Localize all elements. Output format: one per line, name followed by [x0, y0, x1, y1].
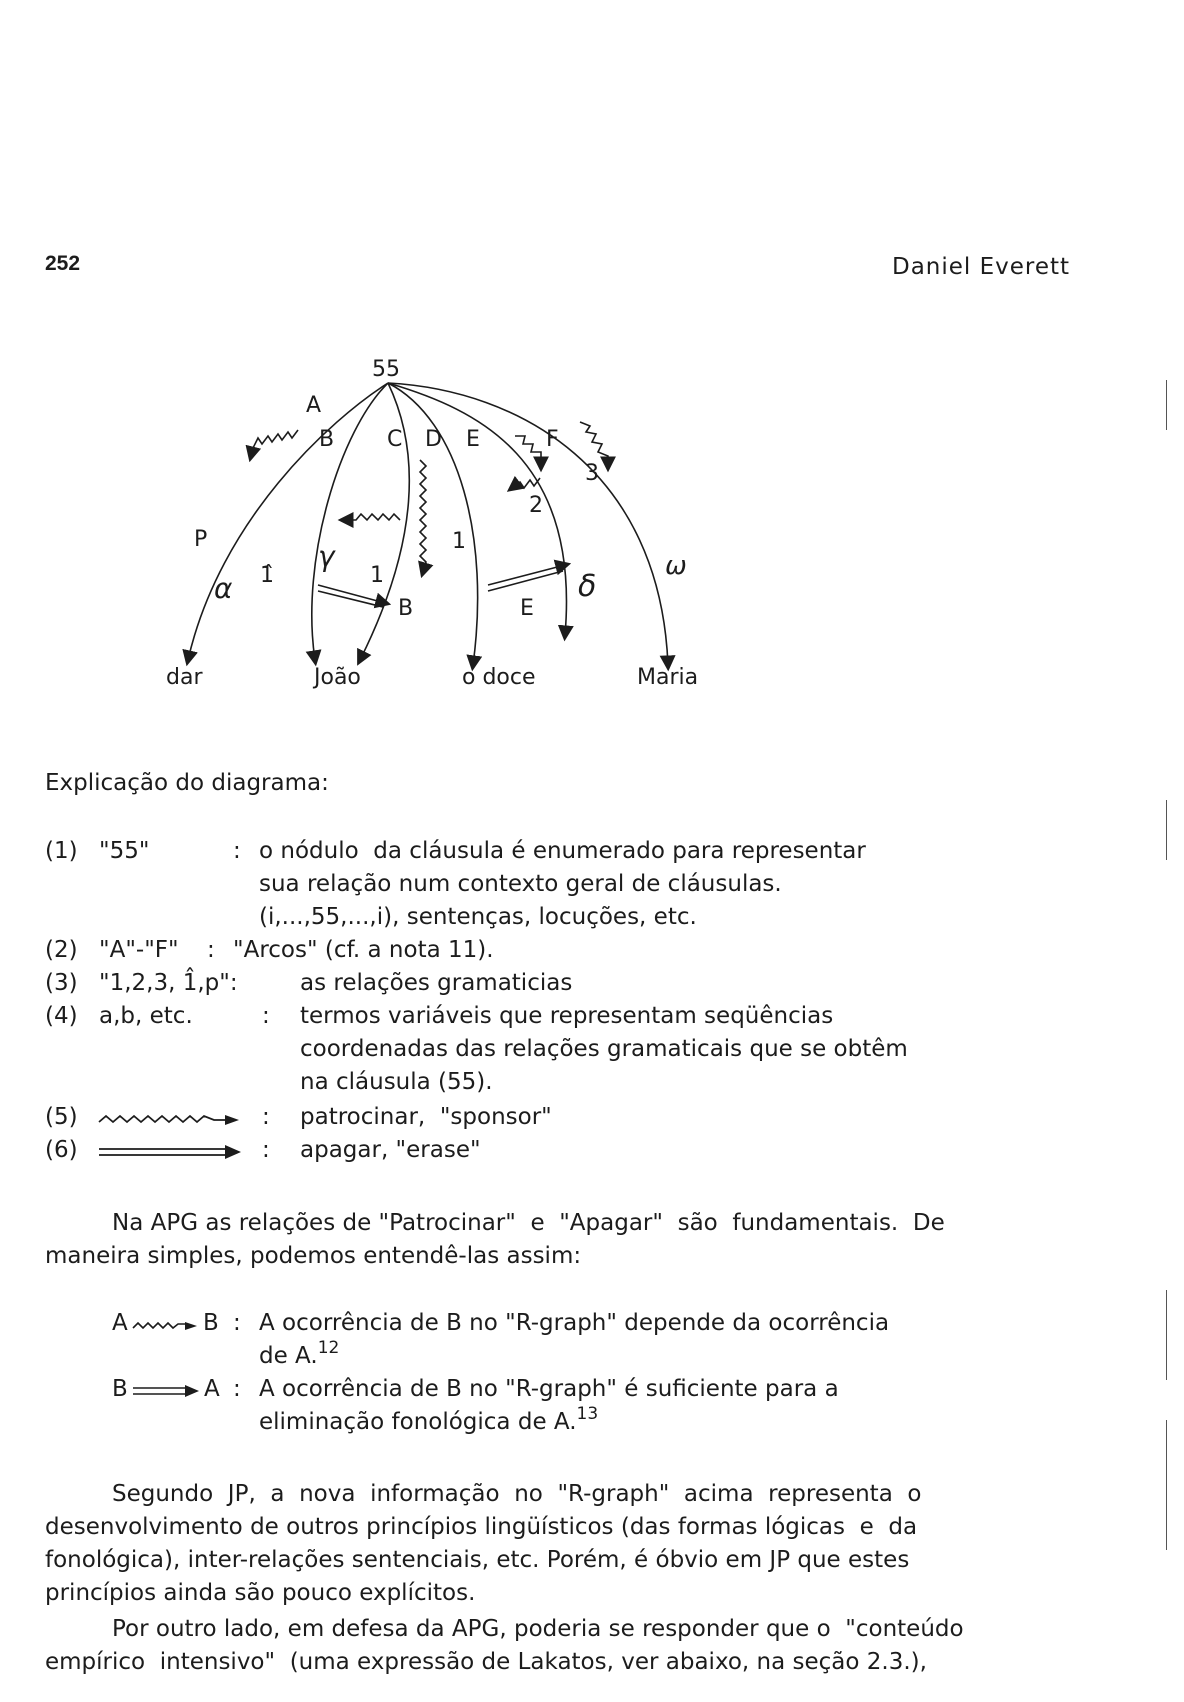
arc-label-C: C [387, 427, 403, 452]
item-4-line-1: termos variáveis que representam seqüências [300, 1003, 834, 1029]
def2-erase-arrow [131, 1381, 203, 1401]
relational-graph-diagram [0, 0, 1184, 720]
def2-line-2-text: eliminação fonológica de A. [259, 1409, 577, 1435]
relation-label-B: B [398, 596, 414, 621]
para1-line-2: maneira simples, podemos entendê-las assim: [45, 1243, 582, 1269]
item-4-sep: : [262, 1003, 270, 1029]
footnote-ref-12: 12 [317, 1338, 340, 1358]
relation-label-1-hat: 1̂ [260, 563, 274, 588]
arc-B [312, 383, 388, 660]
item-1-sep: : [233, 838, 241, 864]
item-2-num: (2) [45, 937, 78, 963]
arc-D [388, 383, 478, 665]
erase-arrow-legend [97, 1140, 247, 1164]
item-4-line-2: coordenadas das relações gramaticais que se obtêm [300, 1036, 908, 1062]
footnote-ref-13: 13 [576, 1404, 599, 1424]
relation-label-3: 3 [585, 461, 599, 486]
def2-colon: : [233, 1376, 241, 1402]
def1-sponsor-arrow [131, 1316, 201, 1336]
para2-line-1: Segundo JP, a nova informação no "R-graph" acima representa o [112, 1481, 922, 1507]
explanation-heading: Explicação do diagrama: [45, 770, 329, 796]
relation-label-2: 2 [529, 493, 543, 518]
def1-line-1: A ocorrência de B no "R-graph" depende da ocorrência [259, 1310, 890, 1336]
arc-label-D: D [425, 427, 442, 452]
scan-margin-mark [1166, 1290, 1167, 1380]
arc-label-F: F [546, 427, 559, 452]
leaf-maria: Maria [637, 665, 699, 690]
def1-colon: : [233, 1310, 241, 1336]
item-3-num: (3) [45, 970, 78, 996]
def1-line-2 [259, 1338, 340, 1371]
item-1-term: "55" [99, 838, 150, 864]
arc-label-B: B [319, 427, 335, 452]
item-1-line-1: o nódulo da cláusula é enumerado para representar [259, 838, 866, 864]
item-3-line-1: as relações gramaticias [300, 970, 573, 996]
item-1-line-2: sua relação num contexto geral de cláusulas. [259, 871, 782, 897]
scan-margin-mark [1166, 1420, 1167, 1550]
para2-line-2: desenvolvimento de outros princípios lingüísticos (das formas lógicas e da [45, 1514, 918, 1540]
para3-line-2: empírico intensivo" (uma expressão de Lakatos, ver abaixo, na seção 2.3.), [45, 1649, 927, 1675]
running-head-author: Daniel Everett [892, 254, 1071, 280]
arc-F [388, 383, 668, 665]
item-2-line-1: "Arcos" (cf. a nota 11). [233, 937, 494, 963]
relation-label-1-left: 1 [370, 563, 384, 588]
greek-delta: δ [578, 569, 597, 604]
item-4-line-3: na cláusula (55). [300, 1069, 493, 1095]
greek-gamma: γ [318, 540, 335, 573]
sponsor-arrow-F [580, 422, 608, 466]
def1-right: B [203, 1310, 219, 1336]
leaf-joao: João [314, 665, 361, 690]
para2-line-4: princípios ainda são pouco explícitos. [45, 1580, 476, 1606]
sponsor-arrow-legend [97, 1108, 247, 1132]
para2-line-3: fonológica), inter-relações sentenciais, etc. Porém, é óbvio em JP que estes [45, 1547, 910, 1573]
item-6-sep: : [262, 1137, 270, 1163]
greek-alpha: α [214, 572, 233, 605]
sponsor-arrow-D [420, 460, 426, 572]
relation-label-E: E [520, 596, 534, 621]
scan-margin-mark [1166, 800, 1167, 860]
item-4-term: a,b, etc. [99, 1003, 193, 1029]
relation-label-P: P [194, 527, 208, 552]
sponsor-arrow-C-to-B [344, 514, 400, 520]
def2-line-2 [259, 1404, 599, 1437]
para1-line-1: Na APG as relações de "Patrocinar" e "Apagar" são fundamentais. De [112, 1210, 945, 1236]
item-5-line-1: patrocinar, "sponsor" [300, 1104, 552, 1130]
item-2-term: "A"-"F" [99, 937, 179, 963]
item-3-term: "1,2,3, 1̂,p": [99, 970, 238, 996]
relation-label-1-right: 1 [452, 529, 466, 554]
def1-left: A [112, 1310, 128, 1336]
item-6-line-1: apagar, "erase" [300, 1137, 481, 1163]
leaf-dar: dar [166, 665, 203, 690]
arc-label-A: A [306, 393, 322, 418]
def2-right: A [204, 1376, 220, 1402]
sponsor-arrow-E [515, 436, 541, 466]
def1-line-2-text: de A. [259, 1343, 318, 1369]
page-number: 252 [45, 252, 81, 275]
item-1-num: (1) [45, 838, 78, 864]
def2-left: B [112, 1376, 128, 1402]
para3-line-1: Por outro lado, em defesa da APG, poderia se responder que o "conteúdo [112, 1616, 964, 1642]
sponsor-arrow-A [251, 430, 298, 456]
scan-margin-mark [1166, 380, 1167, 430]
greek-omega: ω [665, 551, 687, 581]
item-5-num: (5) [45, 1104, 78, 1130]
item-5-sep: : [262, 1104, 270, 1130]
def2-line-1: A ocorrência de B no "R-graph" é suficiente para a [259, 1376, 839, 1402]
arc-label-E: E [466, 427, 480, 452]
root-label: 55 [372, 357, 400, 382]
item-2-sep: : [207, 937, 215, 963]
item-1-line-3: (i,...,55,...,i), sentenças, locuções, etc. [259, 904, 697, 930]
erase-arrow-E [488, 565, 565, 585]
leaf-o-doce: o doce [462, 665, 536, 690]
item-6-num: (6) [45, 1137, 78, 1163]
item-4-num: (4) [45, 1003, 78, 1029]
